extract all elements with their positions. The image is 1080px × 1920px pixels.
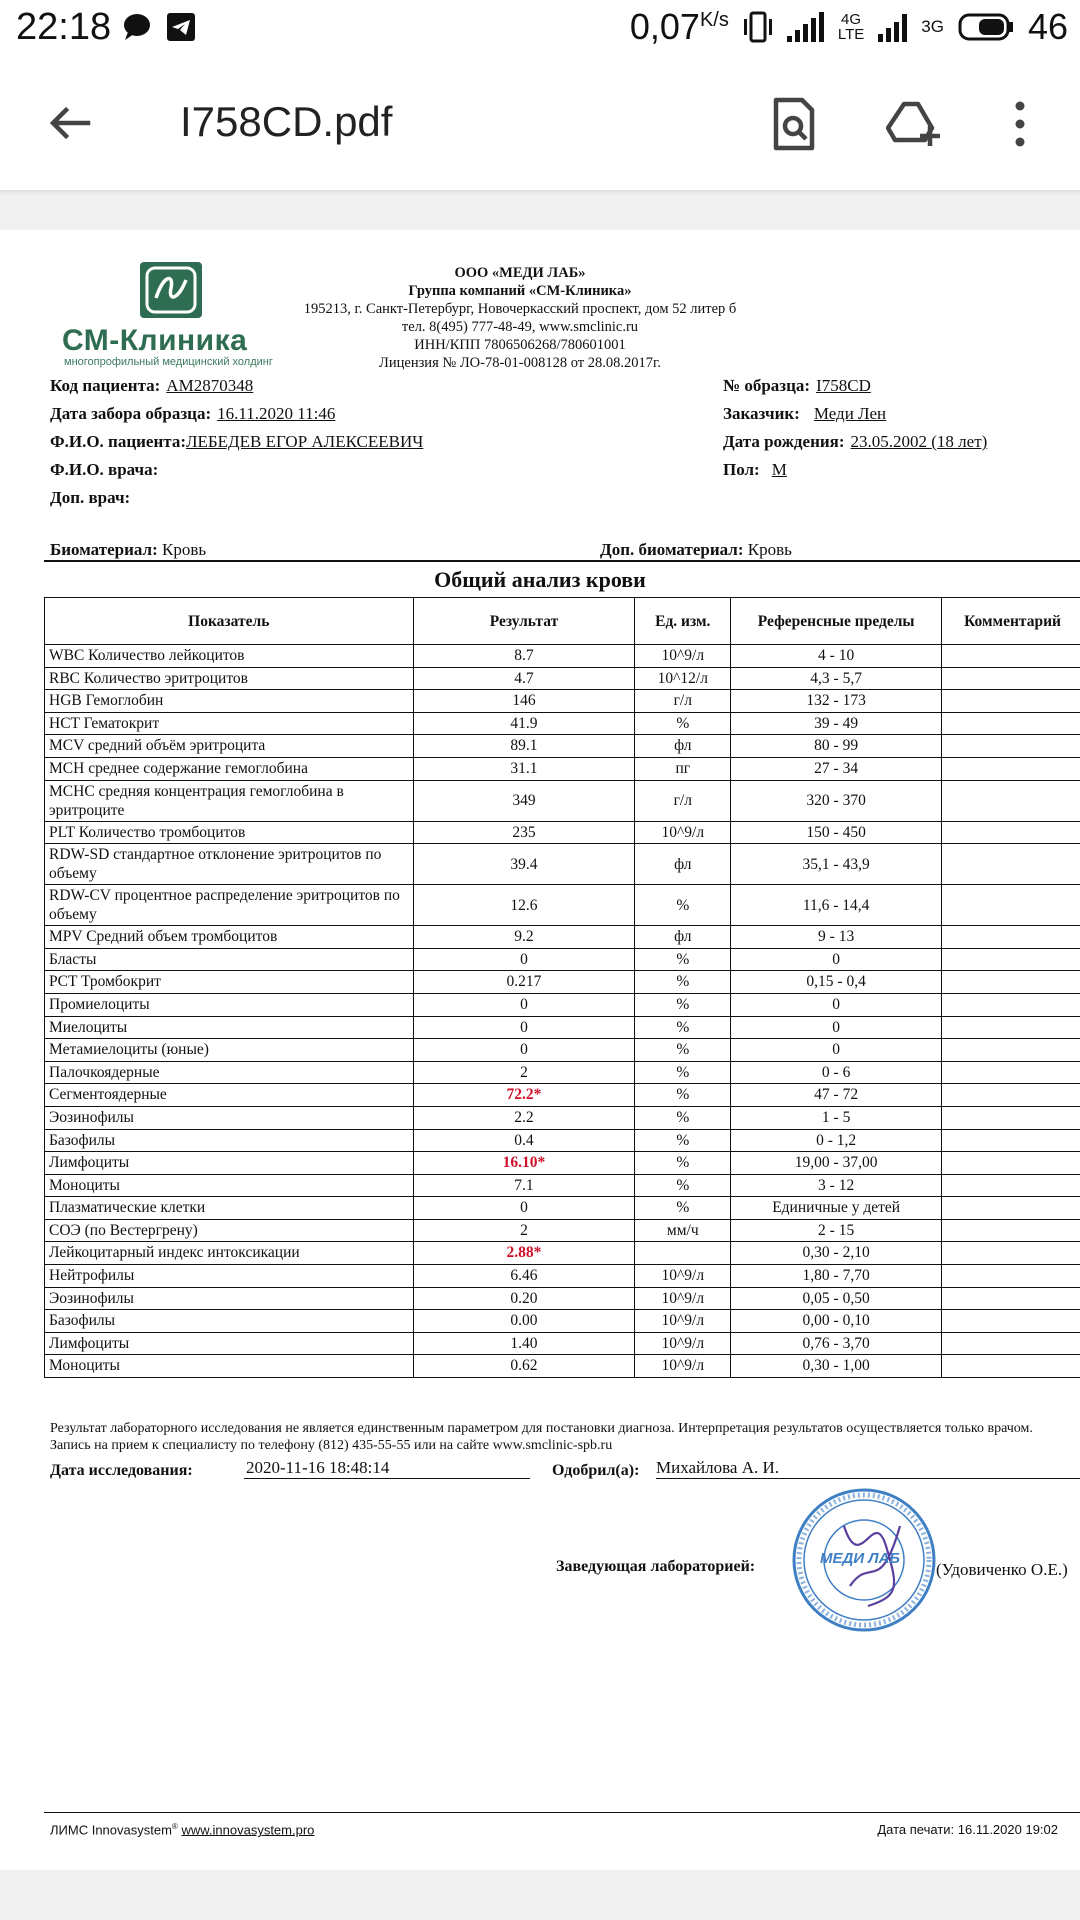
ref-cell: 9 - 13 [731, 926, 942, 949]
unit-cell: % [635, 971, 731, 994]
table-row [45, 667, 1080, 690]
unit-cell: 10^9/л [635, 1310, 731, 1333]
unit-cell: пг [635, 757, 731, 780]
param-cell: СОЭ (по Вестергрену) [45, 1219, 414, 1242]
unit-cell: % [635, 1061, 731, 1084]
ref-cell: 27 - 34 [731, 757, 942, 780]
result-cell: 4.7 [413, 667, 635, 690]
table-row [45, 948, 1080, 971]
comment-cell [942, 1016, 1080, 1039]
table-row [45, 1219, 1080, 1242]
table-row [45, 1355, 1080, 1378]
signal-icon [787, 12, 824, 42]
status-time: 22:18 [16, 6, 112, 48]
unit-cell: г/л [635, 780, 731, 821]
comment-cell [942, 712, 1080, 735]
ref-cell: 320 - 370 [731, 780, 942, 821]
result-cell: 2.2 [413, 1106, 635, 1129]
unit-cell: % [635, 1152, 731, 1175]
result-cell: 16.10* [413, 1152, 635, 1175]
comment-cell [942, 885, 1080, 926]
lab-head-label: Заведующая лабораторией: [556, 1558, 756, 1575]
param-cell: Эозинофилы [45, 1287, 414, 1310]
org-address: 195213, г. Санкт-Петербург, Новочеркасский проспект, дом 52 литер б [303, 301, 737, 317]
comment-cell [942, 821, 1080, 844]
comment-cell [942, 1106, 1080, 1129]
unit-cell: % [635, 1084, 731, 1107]
chat-bubble-icon [122, 12, 152, 42]
ref-cell: 0,76 - 3,70 [731, 1332, 942, 1355]
comment-cell [942, 1174, 1080, 1197]
search-document-icon[interactable] [766, 96, 822, 152]
result-cell: 0.20 [413, 1287, 635, 1310]
param-cell: Моноциты [45, 1174, 414, 1197]
ref-cell: 1,80 - 7,70 [731, 1265, 942, 1288]
param-cell: Лимфоциты [45, 1332, 414, 1355]
comment-cell [942, 1197, 1080, 1220]
param-cell: MPV Средний объем тромбоцитов [45, 926, 414, 949]
param-cell: Палочкоядерные [45, 1061, 414, 1084]
ref-cell: 2 - 15 [731, 1219, 942, 1242]
ref-cell: 1 - 5 [731, 1106, 942, 1129]
table-row [45, 993, 1080, 1016]
footer-divider [44, 1812, 1080, 1813]
unit-cell: % [635, 1129, 731, 1152]
comment-cell [942, 948, 1080, 971]
org-group: Группа компаний «СМ-Клиника» [408, 283, 632, 299]
table-row [45, 1016, 1080, 1039]
result-cell: 8.7 [413, 645, 635, 668]
result-cell: 235 [413, 821, 635, 844]
table-row [45, 645, 1080, 668]
comment-cell [942, 1061, 1080, 1084]
comment-cell [942, 1152, 1080, 1175]
ref-cell: 39 - 49 [731, 712, 942, 735]
ref-cell: 4,3 - 5,7 [731, 667, 942, 690]
header-result: Результат [413, 598, 635, 645]
drive-add-icon[interactable] [886, 96, 942, 152]
approved-value: Михайлова А. И. [656, 1458, 1080, 1479]
unit-cell: % [635, 885, 731, 926]
unit-cell: % [635, 1016, 731, 1039]
table-row [45, 1129, 1080, 1152]
result-cell: 2.88* [413, 1242, 635, 1265]
result-cell: 0 [413, 1039, 635, 1062]
ref-cell: Единичные у детей [731, 1197, 942, 1220]
ref-cell: 0 - 6 [731, 1061, 942, 1084]
param-cell: PCT Тромбокрит [45, 971, 414, 994]
param-cell: Метамиелоциты (юные) [45, 1039, 414, 1062]
comment-cell [942, 1129, 1080, 1152]
result-cell: 6.46 [413, 1265, 635, 1288]
unit-cell: % [635, 1197, 731, 1220]
comment-cell [942, 844, 1080, 885]
table-row [45, 1084, 1080, 1107]
result-cell: 2 [413, 1219, 635, 1242]
table-row [45, 821, 1080, 844]
unit-cell: 10^9/л [635, 645, 731, 668]
param-cell: MCH среднее содержание гемоглобина [45, 757, 414, 780]
result-cell: 72.2* [413, 1084, 635, 1107]
org-phone: тел. 8(495) 777-48-49, www.smclinic.ru [401, 319, 639, 335]
divider [44, 560, 1080, 562]
unit-cell: 10^9/л [635, 1265, 731, 1288]
param-cell: HGB Гемоглобин [45, 690, 414, 713]
result-cell: 0.00 [413, 1310, 635, 1333]
comment-cell [942, 757, 1080, 780]
telegram-icon [166, 12, 196, 42]
result-cell: 31.1 [413, 757, 635, 780]
ref-cell: 0 [731, 1039, 942, 1062]
unit-cell: % [635, 1106, 731, 1129]
ref-cell: 35,1 - 43,9 [731, 844, 942, 885]
result-cell: 0 [413, 1016, 635, 1039]
table-row [45, 1287, 1080, 1310]
result-cell: 349 [413, 780, 635, 821]
doctor-name: Ф.И.О. врача: [50, 460, 159, 479]
extra-doctor: Доп. врач: [50, 488, 131, 507]
ref-cell: 47 - 72 [731, 1084, 942, 1107]
footer-link[interactable]: www.innovasystem.pro [181, 1822, 315, 1838]
table-row [45, 1106, 1080, 1129]
result-cell: 0.4 [413, 1129, 635, 1152]
comment-cell [942, 780, 1080, 821]
param-cell: MCHC средняя концентрация гемоглобина в эритроците [45, 780, 414, 821]
ref-cell: 0 [731, 993, 942, 1016]
unit-cell: г/л [635, 690, 731, 713]
unit-cell: 10^9/л [635, 821, 731, 844]
biomaterial: Биоматериал: Кровь [50, 540, 207, 559]
disclaimer-note: Результат лабораторного исследования не является единственным параметром для постановки диагноза. Интерпретация результатов осуществляется только врачом. Запись на прием к специалисту по телефону (812) 435-55-55 или на сайте www.smclinic-spb.ru [50, 1421, 1033, 1453]
result-cell: 89.1 [413, 735, 635, 758]
result-cell: 0.217 [413, 971, 635, 994]
results-table [44, 597, 1080, 1378]
customer: Заказчик: Меди Лен [723, 404, 887, 423]
comment-cell [942, 735, 1080, 758]
org-header [260, 264, 780, 372]
footer-lims: ЛИМС Innovasystem® www.innovasystem.pro [50, 1822, 315, 1838]
ref-cell: 0,30 - 2,10 [731, 1242, 942, 1265]
param-cell: RBC Количество эритроцитов [45, 667, 414, 690]
comment-cell [942, 690, 1080, 713]
vibrate-icon [743, 11, 773, 43]
more-vert-icon[interactable] [1000, 96, 1040, 152]
print-date: Дата печати: 16.11.2020 19:02 [877, 1822, 1058, 1837]
header-param: Показатель [45, 598, 414, 645]
comment-cell [942, 971, 1080, 994]
param-cell: Лейкоцитарный индекс интоксикации [45, 1242, 414, 1265]
network-type-2: 3G [921, 17, 944, 36]
header-unit: Ед. изм. [635, 598, 731, 645]
table-row [45, 1197, 1080, 1220]
result-cell: 12.6 [413, 885, 635, 926]
result-cell: 9.2 [413, 926, 635, 949]
result-cell: 0 [413, 1197, 635, 1220]
ref-cell: 132 - 173 [731, 690, 942, 713]
patient-name: Ф.И.О. пациента:ЛЕБЕДЕВ ЕГОР АЛЕКСЕЕВИЧ [50, 432, 424, 451]
table-row [45, 926, 1080, 949]
comment-cell [942, 1219, 1080, 1242]
param-cell: Миелоциты [45, 1016, 414, 1039]
table-row [45, 780, 1080, 821]
table-header-row [45, 598, 1080, 645]
org-name: ООО «МЕДИ ЛАБ» [454, 265, 586, 281]
comment-cell [942, 1242, 1080, 1265]
unit-cell [635, 1242, 731, 1265]
result-cell: 2 [413, 1061, 635, 1084]
extra-biomaterial: Доп. биоматериал: Кровь [600, 540, 792, 559]
comment-cell [942, 667, 1080, 690]
param-cell: PLT Количество тромбоцитов [45, 821, 414, 844]
param-cell: Базофилы [45, 1129, 414, 1152]
unit-cell: фл [635, 844, 731, 885]
clinic-logo [48, 258, 288, 368]
param-cell: Эозинофилы [45, 1106, 414, 1129]
table-row [45, 735, 1080, 758]
ref-cell: 0 [731, 948, 942, 971]
table-row [45, 1039, 1080, 1062]
notification-icons [122, 12, 196, 42]
ref-cell: 0 [731, 1016, 942, 1039]
comment-cell [942, 645, 1080, 668]
table-row [45, 757, 1080, 780]
clinic-logo-icon [138, 260, 204, 320]
comment-cell [942, 993, 1080, 1016]
study-date-value: 2020-11-16 18:48:14 [244, 1458, 530, 1479]
result-cell: 0.62 [413, 1355, 635, 1378]
unit-cell: 10^9/л [635, 1332, 731, 1355]
clinic-brand: СМ-Клиника [62, 324, 248, 357]
table-row [45, 1332, 1080, 1355]
ref-cell: 3 - 12 [731, 1174, 942, 1197]
table-row [45, 1310, 1080, 1333]
comment-cell [942, 1332, 1080, 1355]
patient-code: Код пациента: АМ2870348 [50, 376, 254, 395]
unit-cell: % [635, 1039, 731, 1062]
table-row [45, 844, 1080, 885]
table-row [45, 885, 1080, 926]
battery-level: 46 [1027, 6, 1068, 47]
unit-cell: 10^9/л [635, 1355, 731, 1378]
comment-cell [942, 1355, 1080, 1378]
param-cell: Плазматические клетки [45, 1197, 414, 1220]
param-cell: RDW-CV процентное распределение эритроцитов по объему [45, 885, 414, 926]
org-inn: ИНН/КПП 7806506268/780601001 [414, 337, 626, 353]
result-cell: 39.4 [413, 844, 635, 885]
app-bar [0, 58, 1080, 191]
header-comment: Комментарий [942, 598, 1080, 645]
param-cell: Сегментоядерные [45, 1084, 414, 1107]
unit-cell: 10^9/л [635, 1287, 731, 1310]
param-cell: Базофилы [45, 1310, 414, 1333]
table-row [45, 1265, 1080, 1288]
table-row [45, 712, 1080, 735]
org-license: Лицензия № ЛО-78-01-008128 от 28.08.2017г. [379, 355, 661, 371]
approved-label: Одобрил(а): [552, 1462, 640, 1479]
table-row [45, 1242, 1080, 1265]
ref-cell: 0 - 1,2 [731, 1129, 942, 1152]
comment-cell [942, 1287, 1080, 1310]
comment-cell [942, 1265, 1080, 1288]
unit-cell: % [635, 1174, 731, 1197]
comment-cell [942, 1039, 1080, 1062]
table-row [45, 1152, 1080, 1175]
comment-cell [942, 926, 1080, 949]
param-cell: HCT Гематокрит [45, 712, 414, 735]
unit-cell: фл [635, 735, 731, 758]
result-cell: 146 [413, 690, 635, 713]
document-title: I758CD.pdf [180, 98, 393, 145]
param-cell: RDW-SD стандартное отклонение эритроцитов по объему [45, 844, 414, 885]
ref-cell: 0,05 - 0,50 [731, 1287, 942, 1310]
ref-cell: 80 - 99 [731, 735, 942, 758]
ref-cell: 19,00 - 37,00 [731, 1152, 942, 1175]
status-right [630, 6, 1068, 48]
back-arrow-icon[interactable] [44, 98, 94, 148]
ref-cell: 4 - 10 [731, 645, 942, 668]
comment-cell [942, 1310, 1080, 1333]
ref-cell: 150 - 450 [731, 821, 942, 844]
param-cell: Лимфоциты [45, 1152, 414, 1175]
param-cell: Бласты [45, 948, 414, 971]
result-cell: 1.40 [413, 1332, 635, 1355]
signal-icon-2 [878, 12, 907, 42]
header-ref: Референсные пределы [731, 598, 942, 645]
ref-cell: 0,00 - 0,10 [731, 1310, 942, 1333]
sample-number: № образца: I758CD [723, 376, 871, 395]
status-bar [0, 0, 1080, 58]
birth-date: Дата рождения: 23.05.2002 (18 лет) [723, 432, 988, 451]
comment-cell [942, 1084, 1080, 1107]
unit-cell: мм/ч [635, 1219, 731, 1242]
study-date-label: Дата исследования: [50, 1462, 193, 1479]
result-cell: 0 [413, 948, 635, 971]
network-type-1: 4G LTE [837, 11, 865, 43]
table-row [45, 690, 1080, 713]
table-row [45, 1174, 1080, 1197]
unit-cell: % [635, 993, 731, 1016]
param-cell: WBC Количество лейкоцитов [45, 645, 414, 668]
ref-cell: 11,6 - 14,4 [731, 885, 942, 926]
param-cell: Моноциты [45, 1355, 414, 1378]
unit-cell: % [635, 948, 731, 971]
lab-head-name: (Удовиченко О.Е.) [936, 1560, 1068, 1579]
ref-cell: 0,30 - 1,00 [731, 1355, 942, 1378]
pdf-page[interactable] [0, 230, 1080, 1870]
table-title: Общий анализ крови [434, 567, 646, 592]
clinic-tagline: многопрофильный медицинский холдинг [64, 356, 273, 368]
ref-cell: 0,15 - 0,4 [731, 971, 942, 994]
param-cell: Промиелоциты [45, 993, 414, 1016]
sample-date: Дата забора образца: 16.11.2020 11:46 [50, 404, 336, 423]
patient-sex: Пол: М [723, 460, 787, 479]
unit-cell: фл [635, 926, 731, 949]
result-cell: 0 [413, 993, 635, 1016]
result-cell: 7.1 [413, 1174, 635, 1197]
result-cell: 41.9 [413, 712, 635, 735]
network-speed: $0,07^{K/s}$ [629, 6, 729, 47]
param-cell: Нейтрофилы [45, 1265, 414, 1288]
table-row [45, 971, 1080, 994]
unit-cell: % [635, 712, 731, 735]
param-cell: MCV средний объём эритроцита [45, 735, 414, 758]
battery-icon [958, 12, 1014, 42]
unit-cell: 10^12/л [635, 667, 731, 690]
table-row [45, 1061, 1080, 1084]
stamp-text: МЕДИ ЛАБ [820, 1550, 901, 1567]
